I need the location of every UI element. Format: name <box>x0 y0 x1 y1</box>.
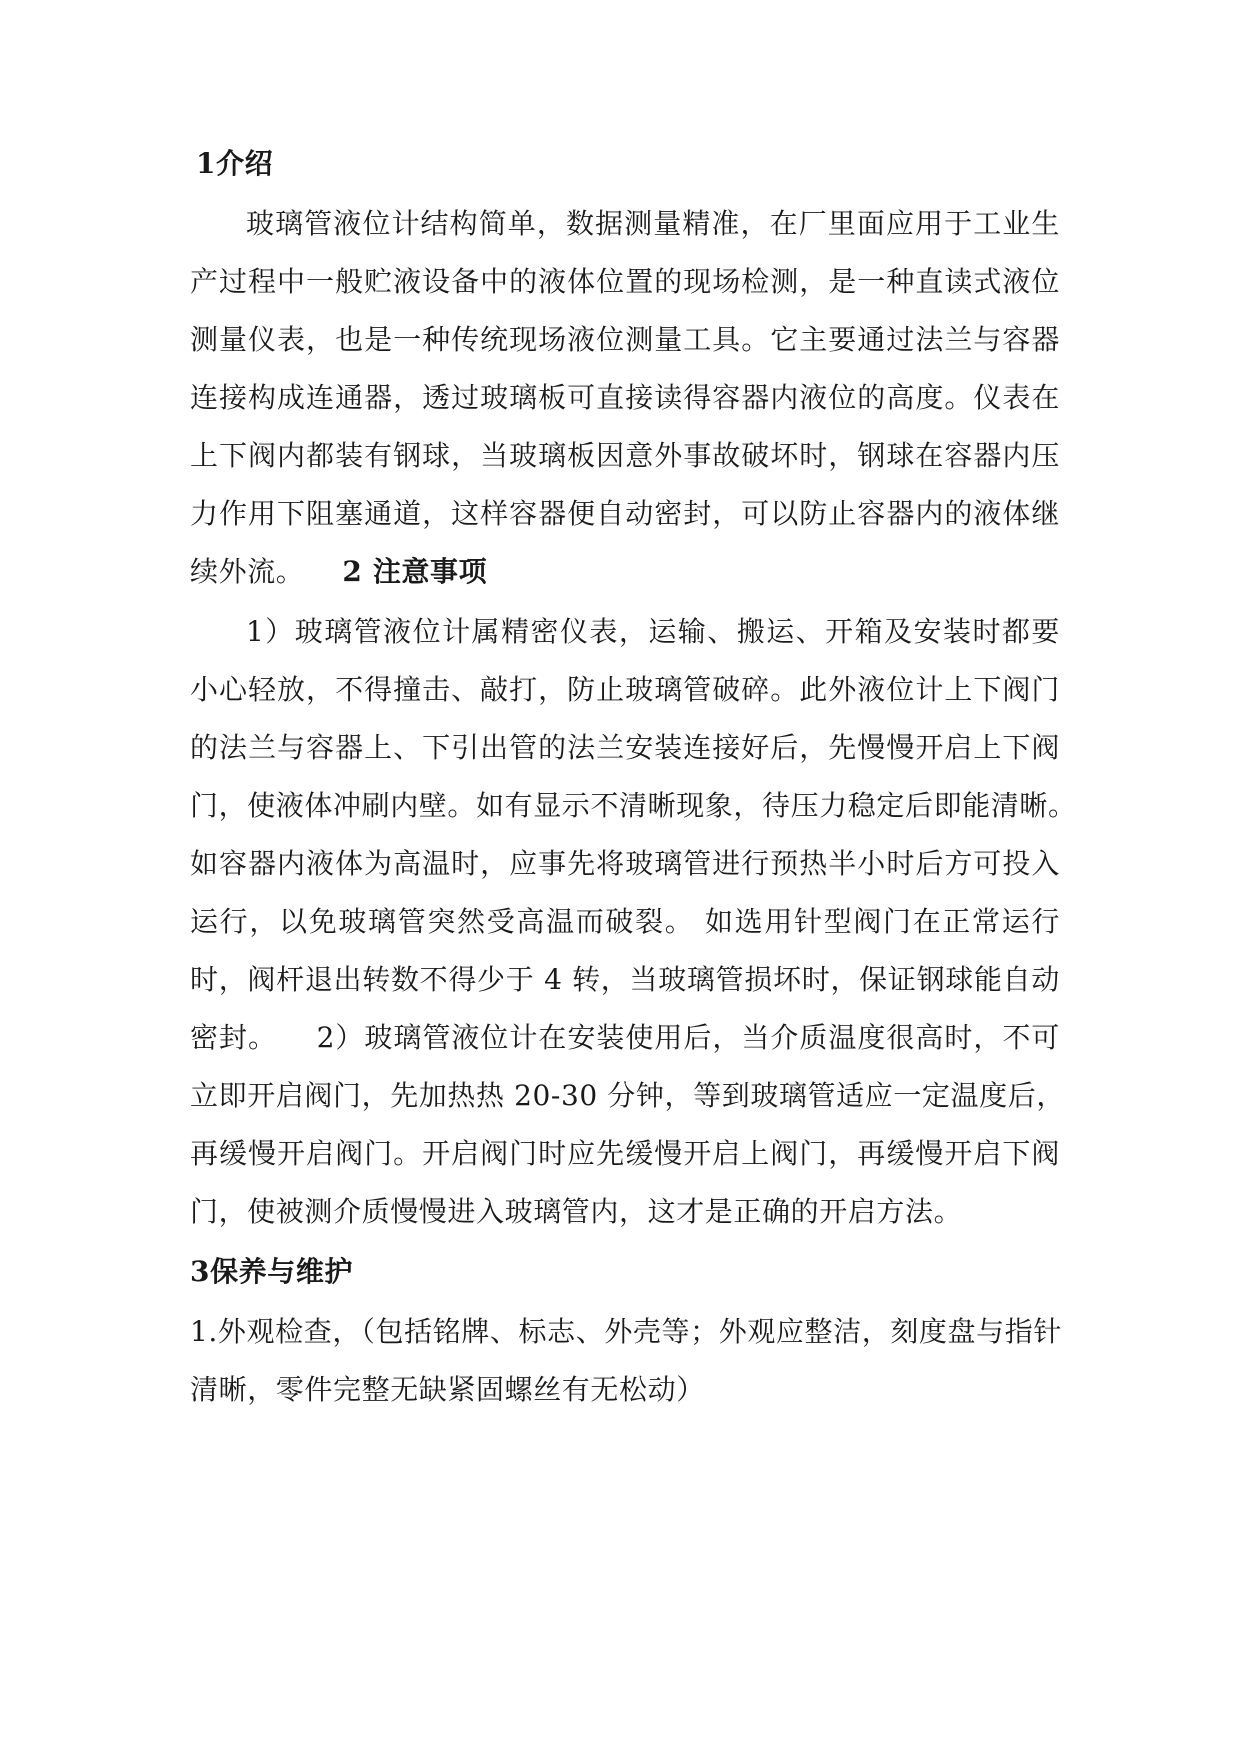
intro-paragraph-line: 上下阀内都装有钢球，当玻璃板因意外事故破坏时，钢球在容器内压 <box>190 439 1060 472</box>
intro-paragraph-line: 连接构成连通器，透过玻璃板可直接读得容器内液位的高度。仪表在 <box>190 381 1060 414</box>
intro-paragraph-line: 续外流。 <box>190 555 305 588</box>
section-heading-introduction: 1介绍 <box>196 147 274 180</box>
precautions-paragraph-line: 如容器内液体为高温时，应事先将玻璃管进行预热半小时后方可投入 <box>190 847 1060 880</box>
intro-paragraph-line: 产过程中一般贮液设备中的液体位置的现场检测，是一种直读式液位 <box>190 265 1060 298</box>
precautions-paragraph-line: 时，阀杆退出转数不得少于 4 转，当玻璃管损坏时，保证钢球能自动 <box>190 963 1060 996</box>
precautions-paragraph-line: 密封。 2）玻璃管液位计在安装使用后，当介质温度很高时，不可 <box>190 1021 1060 1054</box>
precautions-paragraph-line: 1）玻璃管液位计属精密仪表，运输、搬运、开箱及安装时都要 <box>246 615 1060 648</box>
precautions-paragraph-line: 门，使液体冲刷内壁。如有显示不清晰现象，待压力稳定后即能清晰。 <box>190 789 1077 822</box>
precautions-paragraph-line: 立即开启阀门，先加热热 20-30 分钟，等到玻璃管适应一定温度后， <box>190 1079 1065 1112</box>
section-heading-maintenance: 3保养与维护 <box>190 1255 354 1288</box>
precautions-paragraph-line: 运行，以免玻璃管突然受高温而破裂。 如选用针型阀门在正常运行 <box>190 905 1060 938</box>
section-heading-precautions: 2 注意事项 <box>342 555 488 588</box>
intro-paragraph-line: 玻璃管液位计结构简单，数据测量精准，在厂里面应用于工业生 <box>246 207 1060 240</box>
precautions-paragraph-line: 再缓慢开启阀门。开启阀门时应先缓慢开启上阀门，再缓慢开启下阀 <box>190 1137 1060 1170</box>
intro-paragraph-line: 测量仪表，也是一种传统现场液位测量工具。它主要通过法兰与容器 <box>190 323 1060 356</box>
maintenance-paragraph-line: 清晰，零件完整无缺紧固螺丝有无松动） <box>190 1373 705 1406</box>
maintenance-paragraph-line: 1.外观检查，（包括铭牌、标志、外壳等；外观应整洁，刻度盘与指针 <box>190 1315 1062 1348</box>
intro-paragraph-last-line <box>190 552 1060 592</box>
intro-paragraph-line: 力作用下阻塞通道，这样容器便自动密封，可以防止容器内的液体继 <box>190 497 1060 530</box>
precautions-paragraph-line: 的法兰与容器上、下引出管的法兰安装连接好后，先慢慢开启上下阀 <box>190 731 1060 764</box>
precautions-paragraph-line: 门，使被测介质慢慢进入玻璃管内，这才是正确的开启方法。 <box>190 1195 963 1228</box>
precautions-paragraph-line: 小心轻放，不得撞击、敲打，防止玻璃管破碎。此外液位计上下阀门 <box>190 673 1060 706</box>
